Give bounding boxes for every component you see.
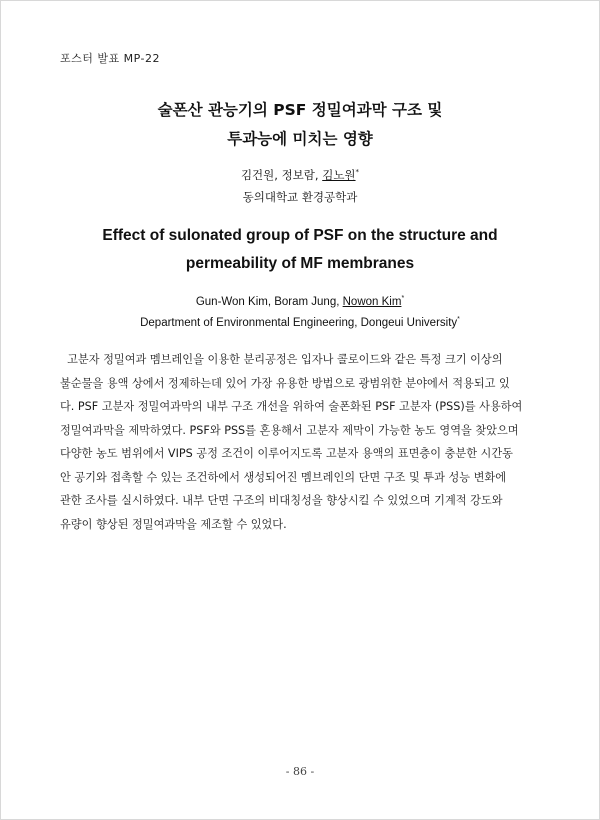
english-affiliation: Department of Environmental Engineering, Dongeui University (140, 317, 458, 329)
korean-title-line-1: 술폰산 관능기의 PSF 정밀여과막 구조 및 (157, 101, 443, 119)
korean-affiliation: 동의대학교 환경공학과 (242, 190, 358, 204)
korean-title-line-2: 투과능에 미치는 영향 (227, 130, 373, 148)
english-title-line-1: Effect of sulonated group of PSF on the structure and (102, 227, 498, 244)
korean-authors-block (0, 164, 600, 208)
english-title-line-2: permeability of MF membranes (185, 255, 415, 272)
english-affiliation-line (0, 313, 600, 334)
abstract-line: 불순물을 용액 상에서 정제하는데 있어 가장 유용한 방법으로 광범위한 분야에서 적용되고 있 (60, 376, 510, 390)
english-affiliation-mark: * (457, 316, 460, 324)
korean-corresponding-mark: * (355, 168, 360, 177)
english-author-list (0, 292, 600, 313)
abstract-line: 고분자 정밀여과 멤브레인을 이용한 분리공정은 입자나 콜로이드와 같은 특정 크기 이상의 (60, 353, 503, 366)
page-number: - 86 - (285, 765, 315, 778)
korean-author-names: 김건원, 정보람, (240, 168, 323, 182)
abstract-line: 다양한 농도 범위에서 VIPS 공정 조건이 이루어지도록 고분자 용액의 표면층이 충분한 시간동 (60, 447, 513, 460)
session-tag: 포스터 발표 MP-22 (60, 52, 160, 65)
abstract-line: 다. PSF 고분자 정밀여과막의 내부 구조 개선을 위하여 술폰화된 PSF 고분자 (PSS)를 사용하여 (60, 400, 523, 413)
english-author-names: Gun-Won Kim, Boram Jung, (195, 296, 343, 308)
abstract-line: 유량이 향상된 정밀여과막을 제조할 수 있었다. (60, 517, 287, 531)
abstract-line: 안 공기와 접촉할 수 있는 조건하에서 생성되어진 멤브레인의 단면 구조 및 투과 성능 변화에 (60, 470, 507, 484)
english-corresponding-author: Nowon Kim (342, 296, 402, 308)
abstract-line: 관한 조사를 실시하였다. 내부 단면 구조의 비대칭성을 향상시킬 수 있었으며 기계적 강도와 (60, 494, 503, 507)
english-title (0, 222, 600, 278)
korean-author-list (0, 164, 600, 186)
abstract-line: 정밀여과막을 제막하였다. PSF와 PSS를 혼용해서 고분자 제막이 가능한 농도 영역을 찾았으며 (60, 423, 519, 437)
abstract-body (60, 348, 540, 536)
korean-corresponding-author: 김노원 (322, 168, 356, 182)
english-corresponding-mark: * (401, 295, 405, 303)
english-authors-block (0, 292, 600, 334)
korean-title (0, 96, 600, 154)
